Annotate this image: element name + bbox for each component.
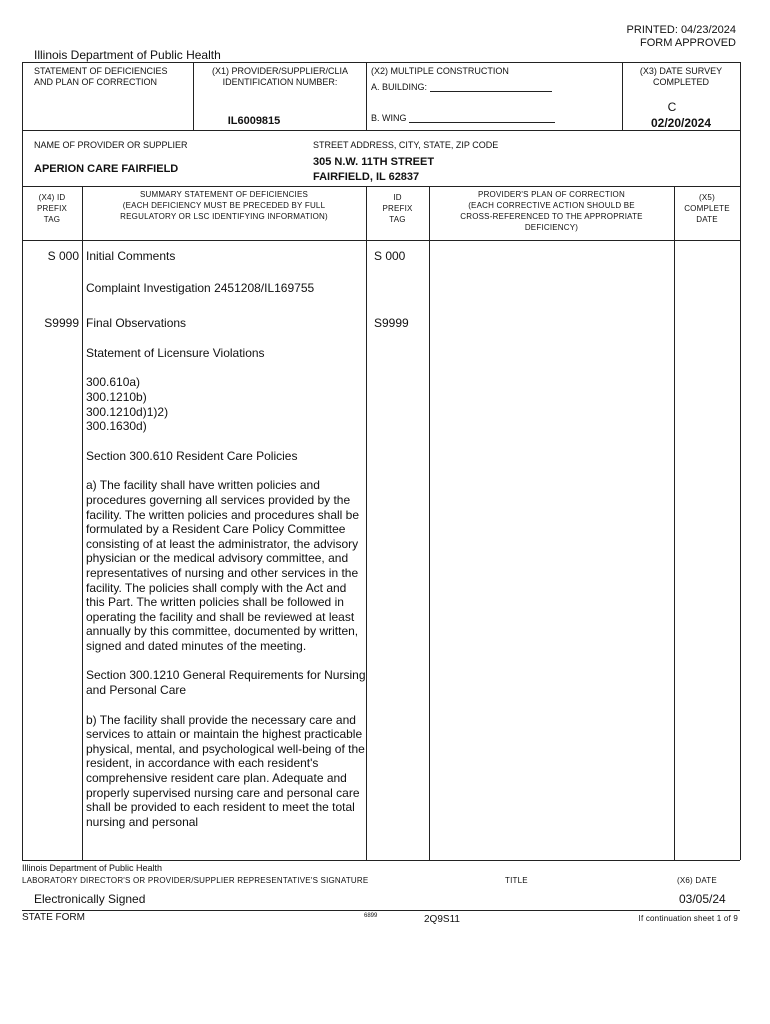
signature-value: Electronically Signed — [34, 892, 146, 906]
building-field — [430, 82, 552, 92]
city-state-zip: FAIRFIELD, IL 62837 — [313, 171, 420, 183]
x4-header: (X4) ID — [38, 193, 66, 202]
signed-date: 03/05/24 — [679, 892, 726, 906]
form-status: FORM APPROVED — [640, 37, 736, 49]
summary-body — [86, 249, 366, 844]
tag-s9999: S9999 — [44, 316, 79, 330]
survey-date: 02/20/2024 — [650, 116, 712, 130]
plan-header-2: (EACH CORRECTIVE ACTION SHOULD BE — [468, 201, 635, 210]
licensure-violations: Statement of Licensure Violations — [86, 345, 265, 360]
plan-header-3: CROSS-REFERENCED TO THE APPROPRIATE — [460, 212, 643, 221]
x2-label: (X2) MULTIPLE CONSTRUCTION — [371, 66, 509, 76]
provider-name: APERION CARE FAIRFIELD — [34, 163, 179, 175]
id-tag-s9999: S9999 — [374, 316, 409, 330]
signature-label: LABORATORY DIRECTOR'S OR PROVIDER/SUPPLIER REPRESENTATIVE'S SIGNATURE — [22, 876, 369, 885]
x6-date-label: (X6) DATE — [677, 876, 717, 885]
id-header: ID — [393, 193, 402, 202]
plan-header: PROVIDER'S PLAN OF CORRECTION — [478, 190, 625, 199]
section-610-heading: Section 300.610 Resident Care Policies — [86, 448, 298, 463]
statement-label-2: AND PLAN OF CORRECTION — [34, 77, 158, 87]
x2-building: A. BUILDING: — [371, 82, 552, 92]
x5-header: (X5) — [699, 193, 715, 202]
paragraph-b: b) The facility shall provide the necessary care and services to attain or maintain the highest practicable physical, mental, and psychological well-being of the resident, in accordance with each resident's comprehensive resident care plan. Adequate and properly supervised nursing care and personal care shall be provided to each resident to meet the total nursing and personal — [86, 712, 365, 829]
x3-label-2: COMPLETED — [652, 77, 709, 87]
x5-header-2: COMPLETE — [684, 204, 730, 213]
printed-date: PRINTED: 04/23/2024 — [626, 24, 736, 36]
regulation-list: 300.610a) 300.1210b) 300.1210d)1)2) 300.1630d) — [86, 375, 169, 434]
provider-id: IL6009815 — [227, 115, 281, 127]
event-id: 2Q9S11 — [424, 914, 460, 925]
id-header-2: PREFIX — [382, 204, 413, 213]
x1-label-2: IDENTIFICATION NUMBER: — [222, 77, 338, 87]
section-1210-heading: Section 300.1210 General Requirements for Nursing and Personal Care — [86, 668, 366, 698]
address-label: STREET ADDRESS, CITY, STATE, ZIP CODE — [313, 140, 499, 150]
title-label: TITLE — [505, 876, 528, 885]
plan-header-4: DEFICIENCY) — [524, 223, 579, 232]
initial-comments: Initial Comments — [86, 249, 176, 263]
survey-code: C — [667, 100, 677, 114]
x3-label: (X3) DATE SURVEY — [639, 66, 723, 76]
x1-label: (X1) PROVIDER/SUPPLIER/CLIA — [211, 66, 349, 76]
x4-header-2: PREFIX — [36, 204, 68, 213]
tag-s000: S 000 — [47, 249, 79, 263]
summary-header: SUMMARY STATEMENT OF DEFICIENCIES — [139, 190, 309, 199]
x2-wing: B. WING — [371, 113, 555, 123]
provider-name-label: NAME OF PROVIDER OR SUPPLIER — [34, 140, 188, 150]
x4-header-3: TAG — [43, 215, 61, 224]
final-observations: Final Observations — [86, 316, 187, 331]
complaint-investigation: Complaint Investigation 2451208/IL169755 — [86, 280, 315, 295]
continuation-note: If continuation sheet 1 of 9 — [638, 914, 738, 923]
footer-agency: Illinois Department of Public Health — [22, 863, 163, 873]
summary-header-3: REGULATORY OR LSC IDENTIFYING INFORMATION) — [120, 212, 328, 221]
wing-field — [409, 113, 555, 123]
statement-label: STATEMENT OF DEFICIENCIES — [34, 66, 168, 76]
summary-header-2: (EACH DEFICIENCY MUST BE PRECEDED BY FULL — [122, 201, 326, 210]
id-tag-s000: S 000 — [374, 249, 406, 263]
agency-name: Illinois Department of Public Health — [34, 48, 221, 62]
id-header-3: TAG — [389, 215, 406, 224]
x5-header-3: DATE — [696, 215, 718, 224]
form-number: 6899 — [364, 913, 378, 919]
state-form-label: STATE FORM — [22, 912, 85, 923]
paragraph-a: a) The facility shall have written policies and procedures governing all services provided by the facility. The written policies and procedures shall be formulated by a Resident Care Policy Committee consisting of at least the administrator, the advisory physician or the medical advisory committee, and representatives of nursing and other services in the facility. The policies shall comply with the Act and this Part. The written policies shall be followed in operating the facility and shall be reviewed at least annually by this committee, documented by written, signed and dated minutes of the meeting. — [86, 478, 360, 653]
street-address: 305 N.W. 11TH STREET — [313, 156, 435, 168]
